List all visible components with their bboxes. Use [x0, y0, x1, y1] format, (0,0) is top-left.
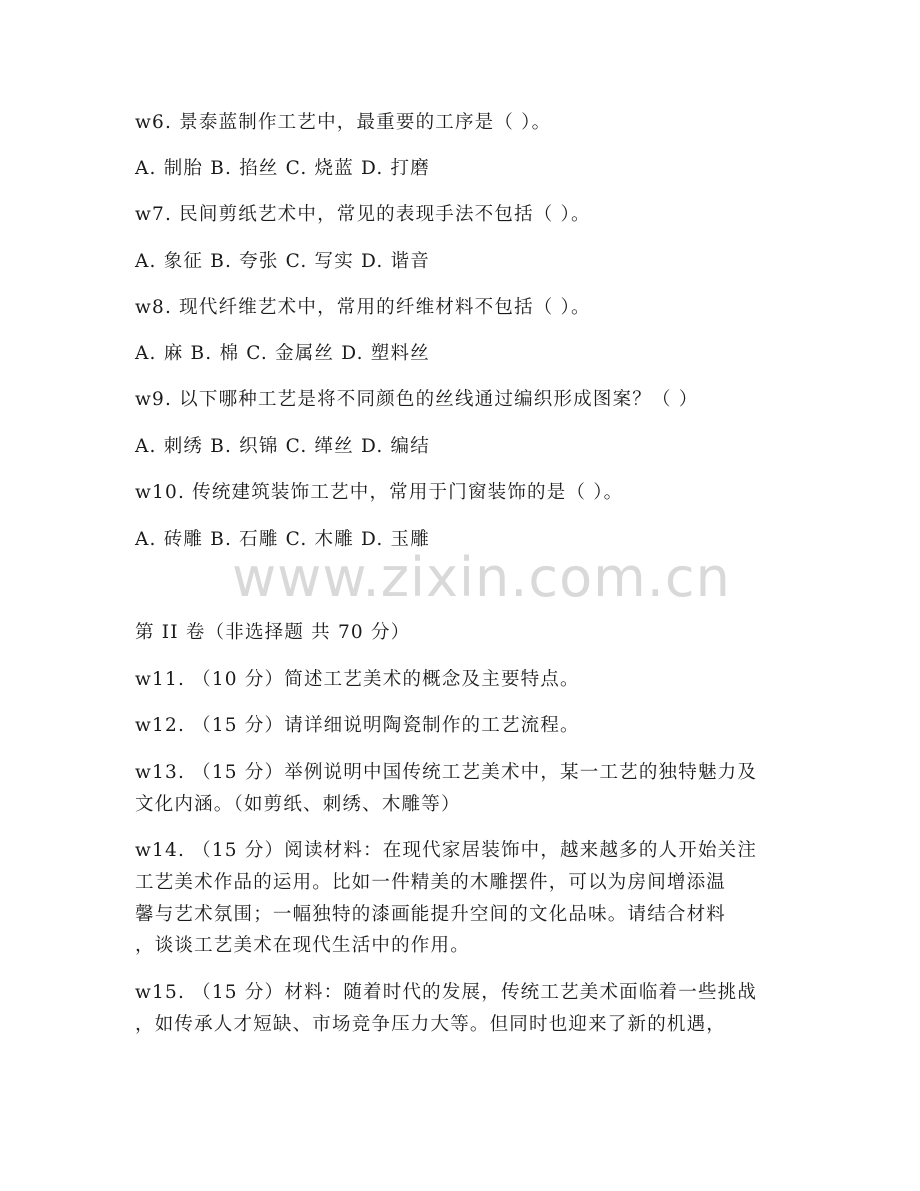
question-w7-stem: w7. 民间剪纸艺术中，常见的表现手法不包括（ ）。 [135, 204, 591, 225]
section-title: 第 II 卷（非选择题 共 70 分） [135, 622, 411, 643]
question-w14-line-1: w14. （15 分）阅读材料：在现代家居装饰中，越来越多的人开始关注 [135, 840, 758, 861]
question-w14-line-2: 工艺美术作品的运用。比如一件精美的木雕摆件，可以为房间增添温 [135, 872, 727, 893]
question-w12-line-1: w12. （15 分）请详细说明陶瓷制作的工艺流程。 [135, 715, 580, 736]
question-w8-stem: w8. 现代纤维艺术中，常用的纤维材料不包括（ ）。 [135, 297, 591, 318]
question-w13-line-1: w13. （15 分）举例说明中国传统工艺美术中，某一工艺的独特魅力及 [135, 762, 758, 783]
question-w10-options: A. 砖雕 B. 石雕 C. 木雕 D. 玉雕 [135, 529, 430, 550]
question-w15-line-1: w15. （15 分）材料：随着时代的发展，传统工艺美术面临着一些挑战 [135, 982, 758, 1003]
question-w15-line-2: ，如传承人才短缺、市场竞争压力大等。但同时也迎来了新的机遇， [135, 1014, 727, 1035]
question-w6-options: A. 制胎 B. 掐丝 C. 烧蓝 D. 打磨 [135, 158, 430, 179]
question-w14-line-3: 馨与艺术氛围；一幅独特的漆画能提升空间的文化品味。请结合材料 [135, 904, 727, 925]
question-w9-options: A. 刺绣 B. 织锦 C. 缂丝 D. 编结 [135, 436, 430, 457]
question-w11-line-1: w11. （10 分）简述工艺美术的概念及主要特点。 [135, 669, 580, 690]
question-w10-stem: w10. 传统建筑装饰工艺中，常用于门窗装饰的是（ ）。 [135, 482, 624, 503]
question-w8-options: A. 麻 B. 棉 C. 金属丝 D. 塑料丝 [135, 343, 430, 364]
question-w9-stem: w9. 以下哪种工艺是将不同颜色的丝线通过编织形成图案？（ ） [135, 389, 699, 410]
question-w13-line-2: 文化内涵。（如剪纸、刺绣、木雕等） [135, 794, 461, 815]
question-w7-options: A. 象征 B. 夸张 C. 写实 D. 谐音 [135, 251, 430, 272]
question-w6-stem: w6. 景泰蓝制作工艺中，最重要的工序是（ ）。 [135, 112, 552, 133]
question-w14-line-4: ，谈谈工艺美术在现代生活中的作用。 [135, 935, 470, 956]
watermark-text: www.zixin.com.cn [232, 546, 731, 609]
